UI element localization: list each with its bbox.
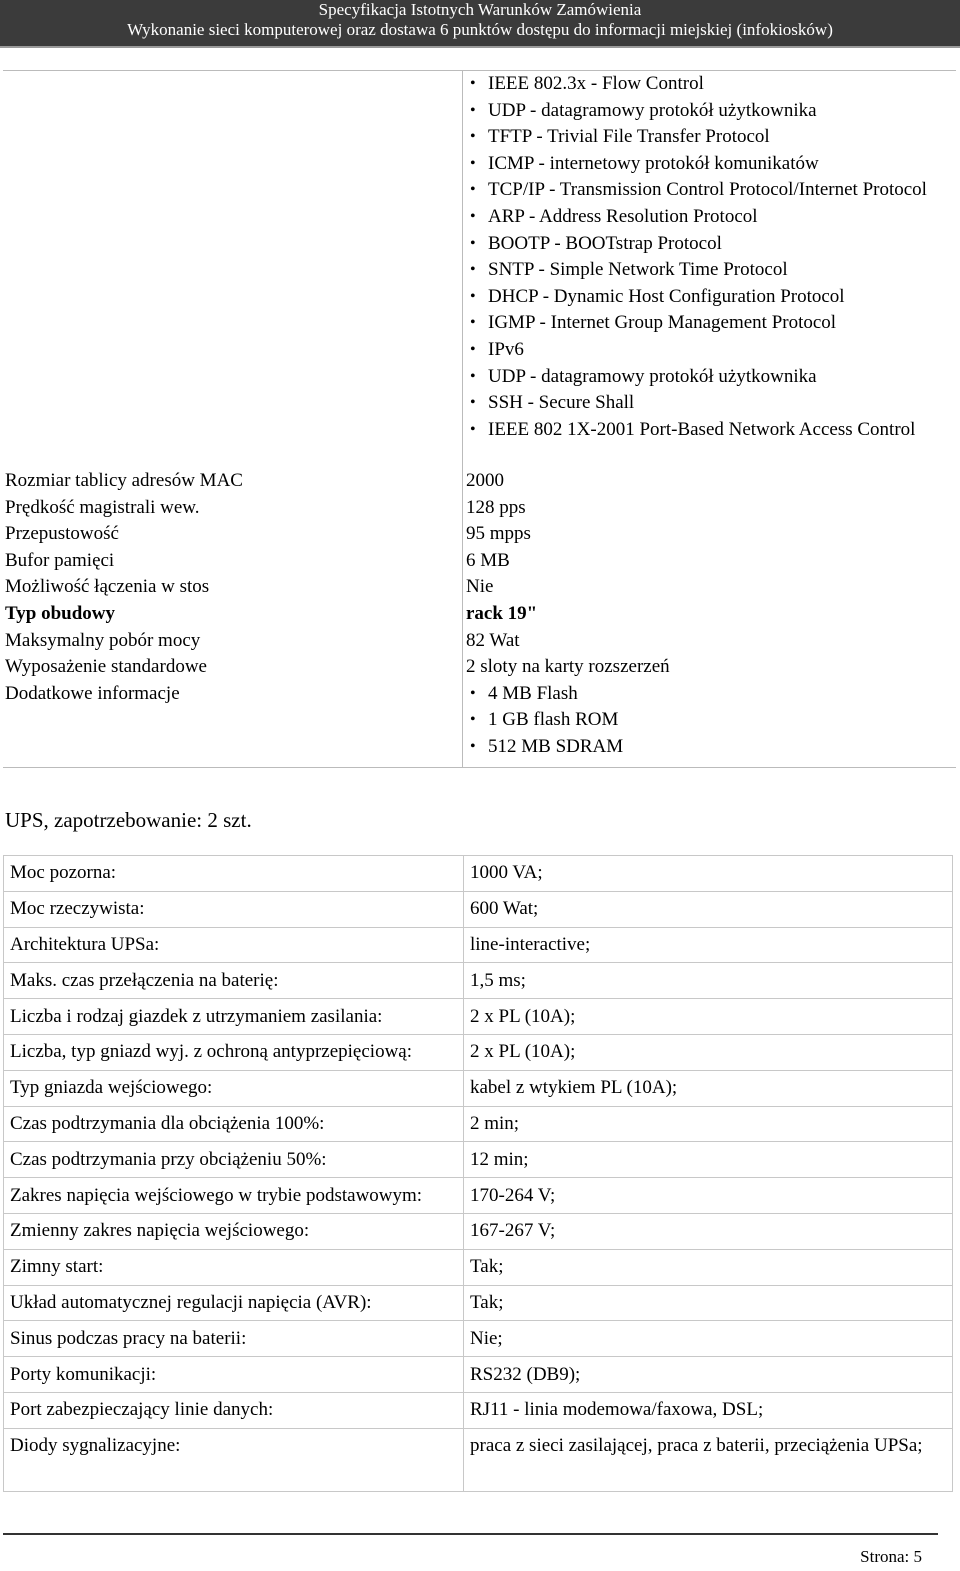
spec-value: 95 mpps xyxy=(466,523,531,545)
ups-label: Architektura UPSa: xyxy=(4,927,464,963)
table-row xyxy=(4,1070,953,1106)
ups-value: RJ11 - linia modemowa/faxowa, DSL; xyxy=(464,1392,953,1428)
ups-value: 1000 VA; xyxy=(464,856,953,892)
page-number: Strona: 5 xyxy=(860,1547,922,1566)
ups-value: RS232 (DB9); xyxy=(464,1357,953,1393)
ups-label: Zimny start: xyxy=(4,1249,464,1285)
ups-label: Zmienny zakres napięcia wejściowego: xyxy=(4,1213,464,1249)
protocol-list xyxy=(466,71,956,443)
spec-row xyxy=(3,468,956,495)
ups-label: Czas podtrzymania przy obciążeniu 50%: xyxy=(4,1142,464,1178)
list-item: • UDP - datagramowy protokół użytkownika xyxy=(466,364,956,391)
ups-label: Sinus podczas pracy na baterii: xyxy=(4,1321,464,1357)
table-row xyxy=(4,1106,953,1142)
spec-label: Dodatkowe informacje xyxy=(3,681,463,767)
ups-label: Moc rzeczywista: xyxy=(4,891,464,927)
ups-label: Maks. czas przełączenia na baterię: xyxy=(4,963,464,999)
list-item: • SSH - Secure Shall xyxy=(466,390,956,417)
table-row xyxy=(4,856,953,892)
ups-value: 167-267 V; xyxy=(464,1213,953,1249)
ups-label: Porty komunikacji: xyxy=(4,1357,464,1393)
ups-value: 2 x PL (10A); xyxy=(464,999,953,1035)
spec-value: 128 pps xyxy=(466,496,526,518)
spec-label: Wyposażenie standardowe xyxy=(3,654,463,681)
spec-row xyxy=(3,495,956,522)
list-item: • 4 MB Flash xyxy=(466,681,956,708)
spec-value: 2 sloty na karty rozszerzeń xyxy=(466,656,670,678)
list-item: • ICMP - internetowy protokół komunikatów xyxy=(466,151,956,178)
protocols-row xyxy=(3,71,956,468)
header-subtitle: Wykonanie sieci komputerowej oraz dostawa 6 punktów dostępu do informacji miejskiej (infokiosków) xyxy=(127,20,833,39)
header-divider xyxy=(0,46,960,48)
ups-value: Tak; xyxy=(464,1249,953,1285)
spec-label: Rozmiar tablicy adresów MAC xyxy=(3,468,463,495)
spec-row xyxy=(3,628,956,655)
table-row xyxy=(4,891,953,927)
table-row xyxy=(4,1321,953,1357)
ups-value: Nie; xyxy=(464,1321,953,1357)
spec-label: Możliwość łączenia w stos xyxy=(3,574,463,601)
ups-value: 1,5 ms; xyxy=(464,963,953,999)
table-row xyxy=(4,1249,953,1285)
list-item: • TFTP - Trivial File Transfer Protocol xyxy=(466,124,956,151)
spec-row xyxy=(3,574,956,601)
ups-value: kabel z wtykiem PL (10A); xyxy=(464,1070,953,1106)
spec-value: rack 19" xyxy=(466,602,538,624)
table-row xyxy=(4,1392,953,1428)
ups-label: Port zabezpieczający linie danych: xyxy=(4,1392,464,1428)
ups-label: Liczba i rodzaj giazdek z utrzymaniem zasilania: xyxy=(4,999,464,1035)
list-item: • DHCP - Dynamic Host Configuration Protocol xyxy=(466,284,956,311)
ups-value: 12 min; xyxy=(464,1142,953,1178)
spec-value: 6 MB xyxy=(466,549,510,571)
spec-label-cell xyxy=(3,71,463,468)
list-item: • IGMP - Internet Group Management Protocol xyxy=(466,310,956,337)
ups-value: 170-264 V; xyxy=(464,1178,953,1214)
spec-label: Typ obudowy xyxy=(3,601,463,628)
ups-label: Typ gniazda wejściowego: xyxy=(4,1070,464,1106)
ups-value-cell xyxy=(464,1428,953,1491)
spec-label: Prędkość magistrali wew. xyxy=(3,495,463,522)
spec-label: Bufor pamięci xyxy=(3,548,463,575)
list-item: • ARP - Address Resolution Protocol xyxy=(466,204,956,231)
list-item: • UDP - datagramowy protokół użytkownika xyxy=(466,98,956,125)
spec-row xyxy=(3,548,956,575)
spec-row-extra xyxy=(3,681,956,768)
footer-divider xyxy=(3,1533,938,1535)
list-item: • IEEE 802.3x - Flow Control xyxy=(466,71,956,98)
spec-value xyxy=(463,681,956,767)
spec-value: 2000 xyxy=(466,470,504,491)
table-row xyxy=(4,1357,953,1393)
document-header xyxy=(0,0,960,46)
spec-row xyxy=(3,601,956,628)
ups-value: line-interactive; xyxy=(464,927,953,963)
extra-list xyxy=(466,681,956,761)
ups-label: Liczba, typ gniazd wyj. z ochroną antyprzepięciową: xyxy=(4,1034,464,1070)
table-row xyxy=(4,1285,953,1321)
ups-value: Tak; xyxy=(464,1285,953,1321)
ups-spec-table xyxy=(3,855,953,1492)
list-item: • SNTP - Simple Network Time Protocol xyxy=(466,257,956,284)
spec-label: Przepustowość xyxy=(3,521,463,548)
list-item: • 512 MB SDRAM xyxy=(466,734,956,761)
ups-section-title: UPS, zapotrzebowanie: 2 szt. xyxy=(5,808,252,832)
table-row xyxy=(4,1178,953,1214)
table-row xyxy=(4,927,953,963)
ups-value: praca z sieci zasilającej, praca z baterii, przeciążenia UPSa; xyxy=(470,1434,923,1456)
list-item: • IPv6 xyxy=(466,337,956,364)
ups-label: Czas podtrzymania dla obciążenia 100%: xyxy=(4,1106,464,1142)
spec-row xyxy=(3,521,956,548)
ups-value: 2 min; xyxy=(464,1106,953,1142)
table-row xyxy=(4,963,953,999)
spec-value-cell xyxy=(463,71,956,468)
table-row xyxy=(4,1034,953,1070)
list-item: • TCP/IP - Transmission Control Protocol/Internet Protocol xyxy=(466,177,956,204)
ups-label: Moc pozorna: xyxy=(4,856,464,892)
list-item: • 1 GB flash ROM xyxy=(466,707,956,734)
spec-value: 82 Wat xyxy=(466,629,520,651)
list-item: • BOOTP - BOOTstrap Protocol xyxy=(466,231,956,258)
table-row xyxy=(4,1428,953,1491)
spec-row xyxy=(3,654,956,681)
table-row xyxy=(4,1213,953,1249)
spec-label: Maksymalny pobór mocy xyxy=(3,628,463,655)
switch-spec-table xyxy=(3,70,956,768)
table-row xyxy=(4,1142,953,1178)
header-title: Specyfikacja Istotnych Warunków Zamówienia xyxy=(318,0,642,19)
list-item: • IEEE 802 1X-2001 Port-Based Network Access Control xyxy=(466,417,956,444)
ups-label: Diody sygnalizacyjne: xyxy=(4,1428,464,1491)
ups-value: 600 Wat; xyxy=(464,891,953,927)
table-row xyxy=(4,999,953,1035)
ups-value: 2 x PL (10A); xyxy=(464,1034,953,1070)
spec-value: Nie xyxy=(466,576,494,598)
ups-label: Zakres napięcia wejściowego w trybie podstawowym: xyxy=(4,1178,464,1214)
ups-label: Układ automatycznej regulacji napięcia (AVR): xyxy=(4,1285,464,1321)
